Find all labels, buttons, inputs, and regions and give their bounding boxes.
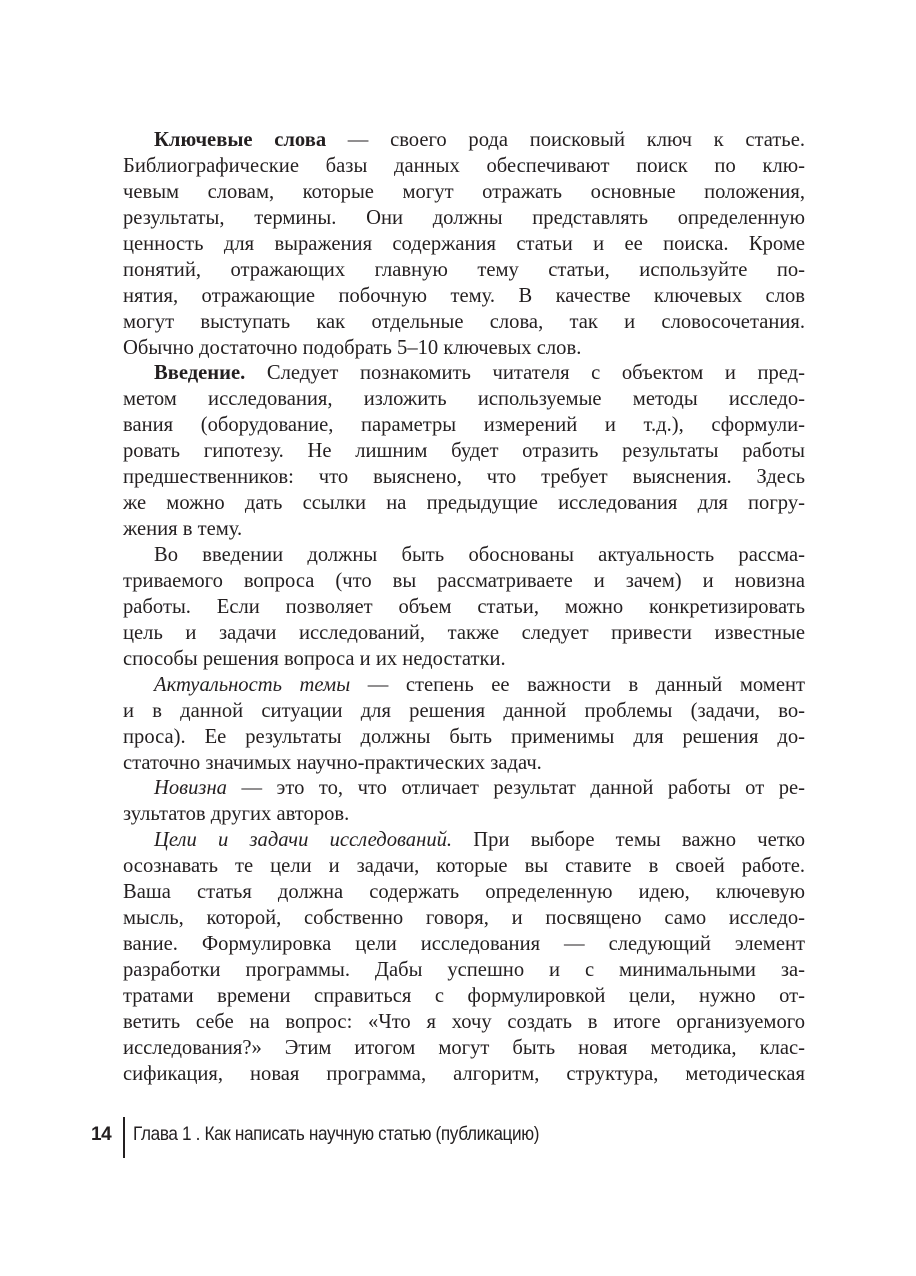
text-line: зультатов других авторов. <box>123 803 350 826</box>
text-line: Актуальность темы — степень ее важности в данный момент <box>154 673 805 696</box>
text-line: вание. Формулировка цели исследования — следующий элемент <box>123 933 805 956</box>
text-line: чевым словам, которые могут отражать основные положения, <box>123 180 805 203</box>
paragraph-topic-relevance <box>123 673 805 777</box>
text-line: работы. Если позволяет объем статьи, можно конкретизировать <box>123 595 805 618</box>
text-line: Обычно достаточно подобрать 5–10 ключевых слов. <box>123 336 582 359</box>
term-novelty: Новизна <box>154 777 227 800</box>
text-line: нятия, отражающие побочную тему. В качестве ключевых слов <box>123 284 805 307</box>
term-goals: Цели и задачи исследований. <box>154 829 453 852</box>
text-line: Введение. Следует познакомить читателя с объектом и пред- <box>154 362 805 385</box>
text-line: Библиографические базы данных обеспечивают поиск по клю- <box>123 154 805 177</box>
text-line: предшественников: что выяснено, что требует выяснения. Здесь <box>123 466 805 489</box>
text-line: исследования?» Этим итогом могут быть новая методика, клас- <box>123 1036 805 1059</box>
paragraph-intro-relevance <box>123 543 805 673</box>
text-line: статочно значимых научно-практических задач. <box>123 751 542 774</box>
text-line: вания (оборудование, параметры измерений и т.д.), сформули- <box>123 414 805 437</box>
footer-divider <box>123 1117 125 1158</box>
text-line: тратами времени справиться с формулировкой цели, нужно от- <box>123 984 805 1007</box>
text-line: могут выступать как отдельные слова, так и словосочетания. <box>123 310 805 333</box>
term-introduction: Введение. <box>154 362 246 385</box>
text-line: понятий, отражающих главную тему статьи, используйте по- <box>123 258 805 281</box>
term-keywords: Ключевые слова <box>154 129 327 151</box>
paragraph-goals <box>123 828 805 1087</box>
text-line: Во введении должны быть обоснованы актуальность рассма- <box>154 544 805 566</box>
text-line: же можно дать ссылки на предыдущие исследования для погру- <box>123 492 805 515</box>
paragraph-introduction <box>123 361 805 543</box>
text-line: ценность для выражения содержания статьи и ее поиска. Кроме <box>123 232 805 255</box>
text-line: жения в тему. <box>123 518 243 541</box>
text-line: цель и задачи исследований, также следует привести известные <box>123 621 805 644</box>
text-line: ровать гипотезу. Не лишним будет отразить результаты работы <box>123 440 805 463</box>
term-topic-relevance: Актуальность темы <box>154 673 351 696</box>
text-line: проса). Ее результаты должны быть применимы для решения до- <box>123 725 805 748</box>
page-footer <box>0 1116 916 1158</box>
paragraph-novelty <box>123 776 805 828</box>
text-line: триваемого вопроса (что вы рассматриваете и зачем) и новизна <box>123 569 805 592</box>
page-body <box>123 128 805 1088</box>
text-line: результаты, термины. Они должны представлять определенную <box>123 206 805 229</box>
text-line: способы решения вопроса и их недостатки. <box>123 647 506 670</box>
text-line: ветить себе на вопрос: «Что я хочу создать в итоге организуемого <box>123 1010 805 1033</box>
text-line: разработки программы. Дабы успешно и с минимальными за- <box>123 959 805 981</box>
text-line: Ключевые слова — своего рода поисковый ключ к статье. <box>154 129 805 151</box>
text-line: мысль, которой, собственно говоря, и посвящено само исследо- <box>123 907 805 930</box>
text-line: осознавать те цели и задачи, которые вы ставите в своей работе. <box>123 855 805 878</box>
text-line: метом исследования, изложить используемые методы исследо- <box>123 388 805 411</box>
text-line: Новизна — это то, что отличает результат данной работы от ре- <box>154 777 805 800</box>
text-line: Ваша статья должна содержать определенную идею, ключевую <box>123 881 805 904</box>
running-title: Глава 1 . Как написать научную статью (публикацию) <box>133 1123 540 1145</box>
text-line: Цели и задачи исследований. При выборе темы важно четко <box>154 829 805 852</box>
page-number: 14 <box>91 1124 112 1145</box>
paragraph-keywords <box>123 128 805 361</box>
text-line: и в данной ситуации для решения данной проблемы (задачи, во- <box>123 699 805 722</box>
text-line: сификация, новая программа, алгоритм, структура, методическая <box>123 1062 805 1085</box>
